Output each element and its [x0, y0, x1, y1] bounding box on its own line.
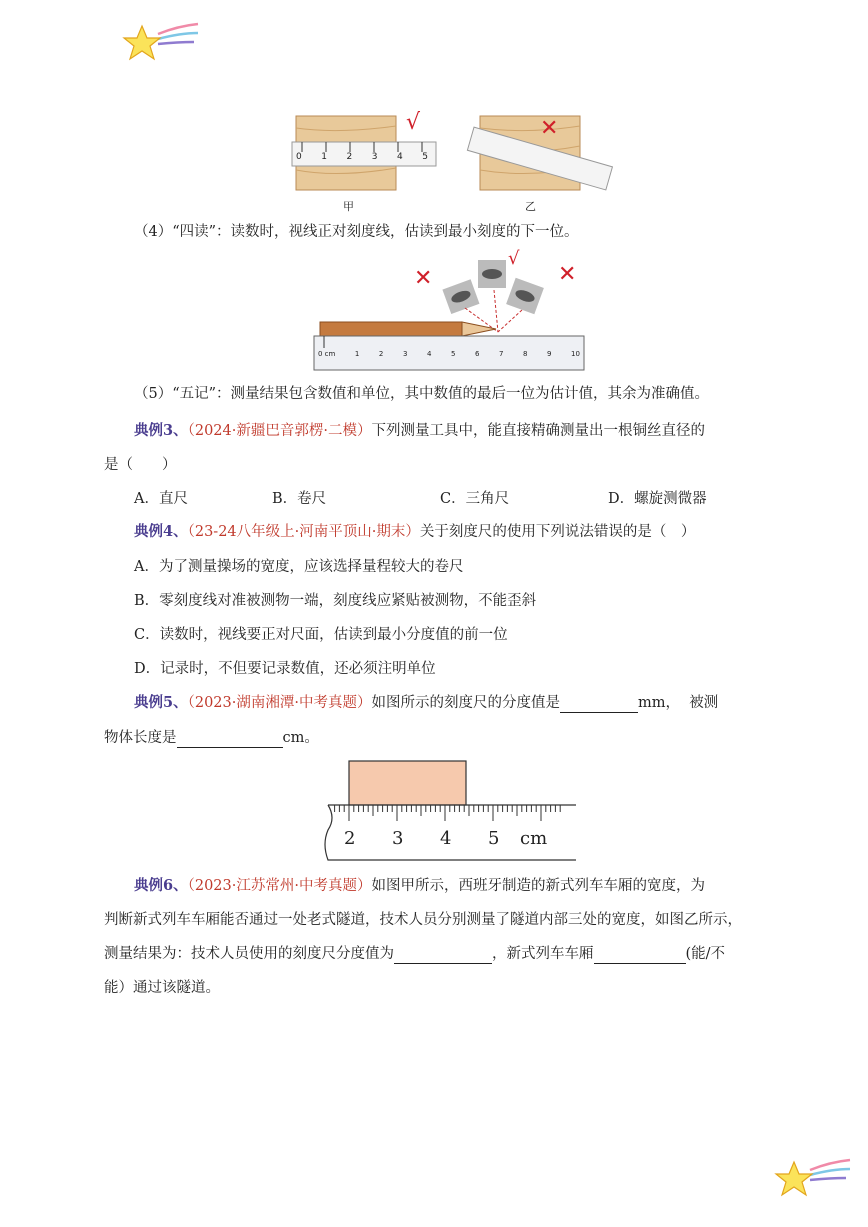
example-4-option-a: A．为了测量操场的宽度，应该选择量程较大的卷尺: [134, 559, 464, 575]
star-decoration-bottom: [772, 1156, 852, 1200]
ruler-placement-figure: [288, 108, 618, 212]
ruler-tick-label-3: 3: [392, 828, 404, 849]
example-4-option-c: C．读数时，视线要正对尺面，估读到最小分度值的前一位: [134, 627, 508, 643]
example-5-label: 典例5、: [134, 694, 188, 711]
pencil: [320, 322, 462, 336]
item-4-text: （4）“四读”：读数时，视线正对刻度线，估读到最小刻度的下一位。: [134, 224, 579, 240]
example-5-line1: 典例5、（2023·湖南湘潭·中考真题）如图所示的刻度尺的分度值是 mm， 被测: [134, 694, 719, 711]
eye-right: [506, 278, 544, 315]
answer-blank-4[interactable]: [594, 947, 686, 964]
example-4-stem: 典例4、（23-24八年级上·河南平顶山·期末）关于刻度尺的使用下列说法错误的是（ ）: [134, 523, 696, 540]
ruler-labels: 0 cm 1 2 3 4 5 6 7 8 9 10: [318, 350, 580, 358]
item-5-text: （5）“五记”：测量结果包含数值和单位，其中数值的最后一位为估计值，其余为准确值。: [134, 386, 710, 402]
ruler-unit-label: cm: [520, 828, 548, 849]
example-3-option-a: A．直尺: [134, 491, 188, 507]
star-decoration-top: [120, 20, 200, 64]
example-3-label: 典例3、: [134, 422, 188, 439]
answer-blank-3[interactable]: [394, 947, 492, 964]
check-mark: √: [406, 110, 421, 135]
example-3-line2: 是（ ）: [104, 457, 177, 473]
figure-caption-jia: 甲: [343, 200, 354, 213]
example-6-line1: 典例6、（2023·江苏常州·中考真题）如图甲所示，西班牙制造的新式列车车厢的宽度，为: [134, 877, 705, 894]
example-3-option-d: D．螺旋测微器: [608, 491, 707, 507]
example-3-option-c: C．三角尺: [440, 491, 510, 507]
eye-left: [442, 279, 479, 314]
example-3-source: （2024·新疆巴音郭楞·二模）: [187, 423, 372, 439]
eye-reading-figure: [310, 248, 592, 376]
example-4-option-d: D．记录时，不但要记录数值，还必须注明单位: [134, 661, 436, 677]
example-4-label: 典例4、: [134, 523, 188, 540]
ruler-tick-label-4: 4: [440, 828, 452, 849]
example-6-line4: 能）通过该隧道。: [104, 980, 220, 996]
example-4-source: （23-24八年级上·河南平顶山·期末）: [187, 524, 420, 540]
answer-blank-2[interactable]: [177, 731, 283, 748]
example-6-line3: 测量结果为：技术人员使用的刻度尺分度值为 ，新式列车车厢 (能/不: [104, 946, 726, 962]
check-mark-center: √: [508, 248, 520, 269]
cross-mark-left: ✕: [414, 266, 433, 291]
ruler-tick-labels-left: 0 1 2 3 4 5: [296, 152, 428, 162]
example-5-line2: 物体长度是 cm。: [104, 730, 319, 746]
cross-mark-right: ✕: [558, 262, 577, 287]
example-3-line1: 典例3、（2024·新疆巴音郭楞·二模）下列测量工具中，能直接精确测量出一根铜丝直径的: [134, 422, 705, 439]
length-measurement-figure: [322, 758, 582, 864]
ruler-tick-label-2: 2: [344, 828, 356, 849]
example-6-source: （2023·江苏常州·中考真题）: [187, 878, 372, 894]
answer-blank-1[interactable]: [560, 696, 638, 713]
example-5-source: （2023·湖南湘潭·中考真题）: [187, 695, 372, 711]
measured-block: [349, 761, 466, 805]
example-6-line2: 判断新式列车车厢能否通过一处老式隧道，技术人员分别测量了隧道内部三处的宽度，如图乙所示，: [104, 912, 742, 928]
eye-center: [478, 260, 506, 288]
figure-caption-yi: 乙: [525, 200, 536, 213]
ruler-tick-label-5: 5: [488, 828, 500, 849]
cross-mark: ✕: [540, 116, 559, 141]
example-4-option-b: B．零刻度线对准被测物一端，刻度线应紧贴被测物，不能歪斜: [134, 593, 537, 609]
example-3-option-b: B．卷尺: [272, 491, 327, 507]
example-6-label: 典例6、: [134, 877, 188, 894]
